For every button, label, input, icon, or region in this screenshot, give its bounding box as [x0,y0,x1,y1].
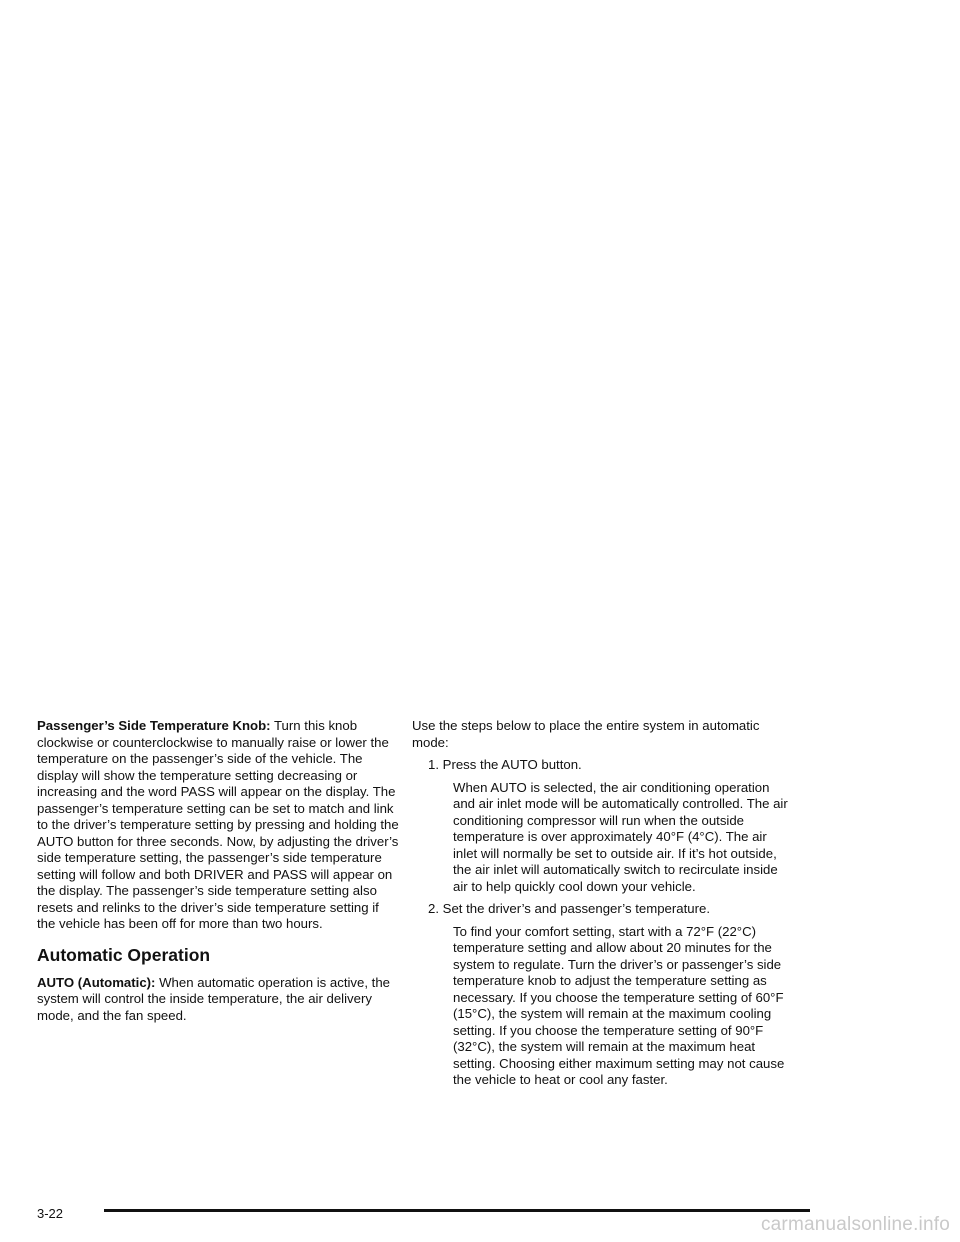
auto-paragraph [37,975,399,1025]
right-column [412,718,792,1089]
automatic-operation-heading: Automatic Operation [37,944,211,965]
footer-rule [104,1209,810,1212]
auto-term: AUTO (Automatic): [37,974,156,990]
auto-text: When automatic operation is active, the system will control the inside temperature, the air delivery mode, and the fan speed. [37,974,391,1023]
step-2-body: To find your comfort setting, start with a 72°F (22°C) temperature setting and allow about 20 minutes for the system to regulate. Turn the driver’s or passenger’s side temperature knob to adjust the temperature setting as necessary. If you choose the temperature setting of 60°F (15°C), the system will remain at the maximum cooling setting. If you choose the temperature setting of 90°F (32°C), the system will remain at the maximum heat setting. Choosing either maximum setting may not cause the vehicle to heat or cool any faster. [453,923,785,1087]
step-1 [412,757,792,895]
passenger-knob-text: Turn this knob clockwise or counterclockwise to manually raise or lower the temperature on the passenger’s side of the vehicle. The display will show the temperature setting decreasing or increasing and the word PASS will appear on the display. The passenger’s temperature setting can be set to match and link to the driver’s temperature setting by pressing and holding the AUTO button for three seconds. Now, by adjusting the driver’s side temperature setting, the passenger’s side temperature setting will follow and both DRIVER and PASS will appear on the display. The passenger’s side temperature setting also resets and relinks to the driver’s side temperature setting if the vehicle has been off for more than two hours. [37,718,399,931]
step-2 [412,901,792,1089]
passenger-knob-paragraph [37,718,399,933]
step-2-title: 2. Set the driver’s and passenger’s temperature. [428,901,710,916]
steps-intro: Use the steps below to place the entire system in automatic mode: [412,718,760,750]
step-1-body: When AUTO is selected, the air conditioning operation and air inlet mode will be automatically controlled. The air conditioning compressor will run when the outside temperature is over approximately 40°F (4°C). The air inlet will normally be set to outside air. If it’s hot outside, the air inlet will automatically switch to recirculate inside air to help quickly cool down your vehicle. [453,779,788,894]
site-watermark: carmanualsonline.info [760,1214,950,1235]
passenger-knob-term: Passenger’s Side Temperature Knob: [37,718,271,733]
step-1-title: 1. Press the AUTO button. [428,757,582,772]
page-number: 3-22 [37,1206,64,1221]
left-column [37,718,399,1024]
